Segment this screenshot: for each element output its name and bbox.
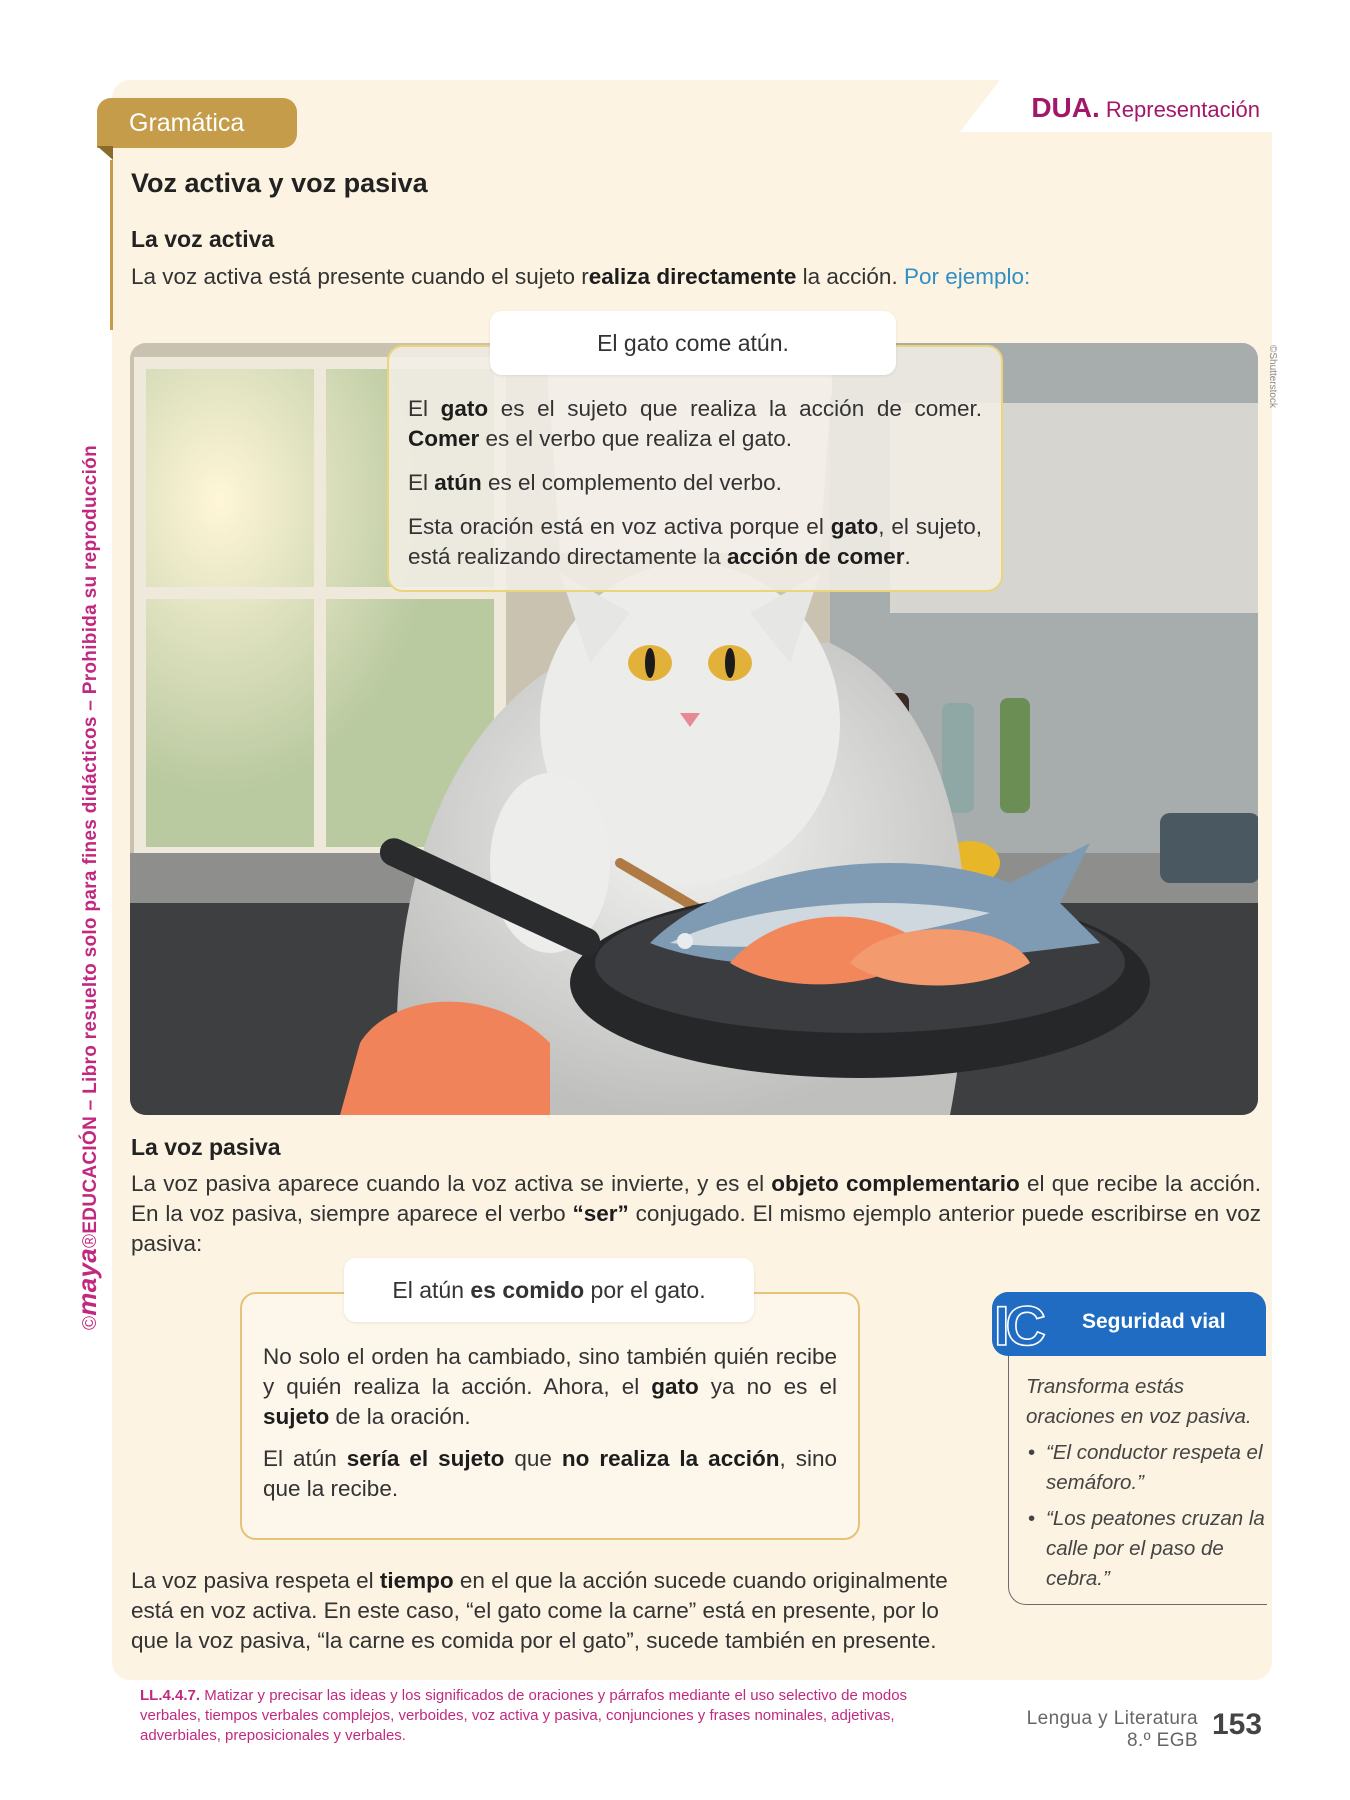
active-example-pill: El gato come atún. [490, 311, 896, 375]
page-title: Voz activa y voz pasiva [131, 168, 428, 198]
ic-intro: Transforma estás oraciones en voz pasiva. [1026, 1375, 1252, 1428]
active-paragraph: La voz activa está presente cuando el sujeto realiza directamente la acción. Por ejemplo: [131, 264, 1031, 289]
active-card-text-1: El gato es el sujeto que realiza la acción de comer. Comer es el verbo que realiza el gato. [408, 396, 982, 451]
page-number: 153 [1212, 1708, 1263, 1741]
active-card-text-2: El atún es el complemento del verbo. [408, 470, 782, 495]
passive-paragraph-1: La voz pasiva aparece cuando la voz activa se invierte, y es el objeto complementario el que recibe la acción. En la voz pasiva, siempre aparece el verbo “ser” conjugado. El mismo ejemplo anterior puede escribirse en voz pasiva: [131, 1171, 1261, 1256]
passive-card-text-2: El atún sería el sujeto que no realiza la acción, sino que la recibe. [263, 1446, 837, 1501]
section-tab: Gramática [97, 98, 297, 148]
brand-logo: maya [72, 1247, 102, 1316]
dua-label: DUA. Representación [1031, 92, 1260, 123]
example-link: Por ejemplo: [903, 264, 1031, 289]
footer-skill-code: LL.4.4.7. Matizar y precisar las ideas y los significados de oraciones y párrafos mediante el uso selectivo de modos verbales, tiempos verbales complejos, verboides, voz activa y pasiva, conjunciones y frases nominales, adjetivas, adverbiales, preposicionales y verbales. [140, 1687, 908, 1744]
active-heading: La voz activa [131, 226, 275, 252]
passive-paragraph-2: La voz pasiva respeta el tiempo en el que la acción sucede cuando originalmente está en voz activa. En este caso, “el gato come la carne” está en presente, por lo que la voz pasiva, “la carne es comida por el gato”, sucede también en presente. [131, 1568, 948, 1653]
footer-subject: Lengua y Literatura 8.º EGB [1026, 1708, 1198, 1751]
passive-card-text-1: No solo el orden ha cambiado, sino también quién recibe y quién realiza la acción. Ahora, el gato ya no es el sujeto de la oración. [263, 1344, 837, 1429]
ic-title: Seguridad vial [1082, 1310, 1226, 1333]
passive-example-pill: El atún es comido por el gato. [344, 1258, 754, 1322]
photo-credit: ©Shutterstock [1267, 345, 1278, 408]
side-credit: ©maya®EDUCACIÓN – Libro resuelto solo para fines didácticos – Prohibida su reproducción [72, 445, 102, 1330]
ic-list [1026, 1438, 1266, 1600]
ic-list-item: • “Los peatones cruzan la calle por el paso de cebra.” [1026, 1504, 1266, 1594]
ic-list-item: • “El conductor respeta el semáforo.” [1026, 1438, 1266, 1498]
tab-fold [97, 146, 113, 160]
ic-logo-icon: IC [994, 1294, 1042, 1357]
passive-heading: La voz pasiva [131, 1134, 281, 1160]
tab-line [110, 160, 113, 330]
active-card-text-3: Esta oración está en voz activa porque el gato, el sujeto, está realizando directamente la acción de comer. [408, 514, 982, 569]
